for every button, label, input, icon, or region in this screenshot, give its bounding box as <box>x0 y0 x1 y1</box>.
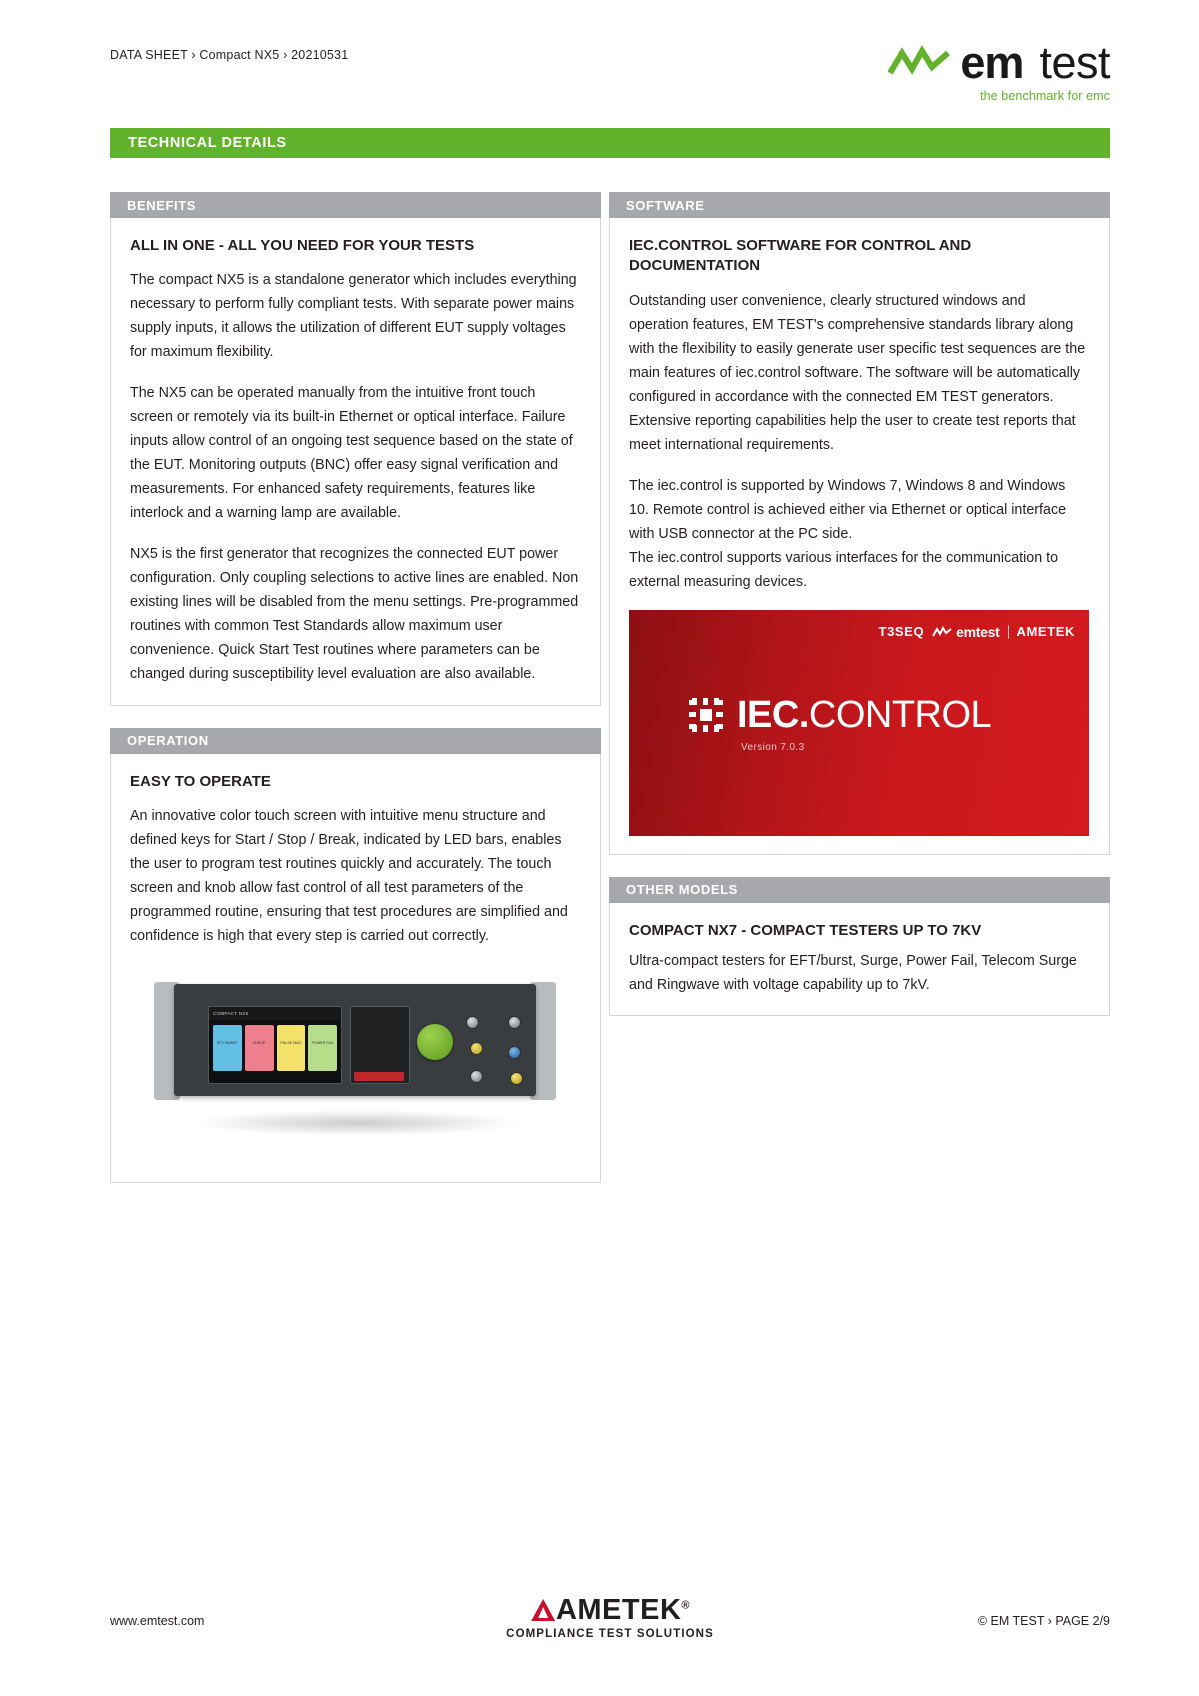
footer-page-info: © EM TEST › PAGE 2/9 <box>977 1614 1110 1628</box>
software-paragraph-2: The iec.control is supported by Windows 7, Windows 8 and Windows 10. Remote control is achieved either via Ethernet or optical interface with USB connector at the PC side. <box>629 477 1067 542</box>
chip-icon <box>689 698 723 732</box>
device-touch-screen <box>208 1006 342 1084</box>
device-chassis <box>174 984 536 1096</box>
software-title: IEC.CONTROL SOFTWARE FOR CONTROL AND DOCUMENTATION <box>629 237 972 275</box>
device-bnc-2 <box>508 1016 521 1029</box>
operation-panel-header: OPERATION <box>110 728 601 754</box>
device-screen-title: COMPACT NX5 <box>209 1007 341 1020</box>
other-models-panel-header: OTHER MODELS <box>609 877 1110 903</box>
compact-nx5-device-photo <box>152 974 558 1164</box>
logo-tagline: the benchmark for emc <box>980 89 1110 103</box>
iec-title-bold: IEC. <box>737 693 809 736</box>
emtest-brand-mini <box>932 624 999 640</box>
emtest-brand-text: emtest <box>956 623 1000 640</box>
device-bnc-5 <box>470 1070 483 1083</box>
device-bnc-1 <box>466 1016 479 1029</box>
device-screen-tiles <box>209 1020 341 1076</box>
benefits-title: ALL IN ONE - ALL YOU NEED FOR YOUR TESTS <box>130 237 475 254</box>
brand-divider <box>1008 625 1009 639</box>
software-paragraph-3: The iec.control supports various interfaces for the communication to external measuring devices. <box>629 549 1059 590</box>
device-rotary-knob <box>417 1024 453 1060</box>
device-tile-3: PULSE MAG <box>277 1025 306 1071</box>
ametek-wordmark <box>530 1596 690 1625</box>
iec-control-title <box>737 693 992 736</box>
software-paragraph-1: Outstanding user convenience, clearly structured windows and operation features, EM TEST's comprehensive standards library along with the flexibility to easily generate user specific test sequences are the main features of iec.control software. The software will be automatically configured in accordance with the connected EM TEST generators. Extensive reporting capabilities help the user to create test reports that meet international requirements. <box>629 292 1086 453</box>
left-column <box>110 192 601 1205</box>
other-models-title: COMPACT NX7 - COMPACT TESTERS UP TO 7KV <box>629 921 982 939</box>
iec-control-splash-image <box>629 610 1089 836</box>
ametek-name-text: AMETEK <box>555 1594 682 1626</box>
footer-website[interactable]: www.emtest.com <box>110 1614 205 1628</box>
device-emergency-strip <box>354 1072 404 1081</box>
ametek-brand-text: AMETEK <box>1016 624 1075 640</box>
other-models-panel-body <box>609 903 1110 1016</box>
iec-brand-row <box>879 624 1075 640</box>
document-header <box>110 37 1110 124</box>
teseq-brand-text: T3SEQ <box>878 624 925 640</box>
software-panel-header: SOFTWARE <box>609 192 1110 218</box>
software-panel <box>609 192 1110 855</box>
benefits-panel-body <box>110 218 601 706</box>
benefits-paragraph-2: The NX5 can be operated manually from the intuitive front touch screen or remotely via its built-in Ethernet or optical interface. Failure inputs allow control of an ongoing test sequence based on the state of the EUT. Monitoring outputs (BNC) offer easy signal verification and measurements. For enhanced safety requirements, features like interlock and a warning lamp are available. <box>130 385 573 522</box>
emtest-logo <box>800 37 1110 103</box>
iec-version-label: Version 7.0.3 <box>741 741 805 753</box>
benefits-panel-header: BENEFITS <box>110 192 601 218</box>
device-shadow <box>192 1110 522 1136</box>
breadcrumb: DATA SHEET › Compact NX5 › 20210531 <box>110 48 349 62</box>
device-tile-1: EFT/ BURST <box>213 1025 242 1071</box>
device-bnc-6 <box>510 1072 523 1085</box>
ametek-logo <box>506 1596 714 1640</box>
ametek-registered-mark: ® <box>681 1599 691 1612</box>
device-bnc-3 <box>470 1042 483 1055</box>
operation-title: EASY TO OPERATE <box>130 772 271 790</box>
right-column <box>609 192 1110 1038</box>
iec-control-logo <box>689 693 992 736</box>
operation-paragraph-1: An innovative color touch screen with intuitive menu structure and defined keys for Start / Stop / Break, indicated by LED bars, enables the user to program test routines quickly and accurately. The touch screen and knob allow fast control of all test parameters of the programmed routine, ensuring that test procedures are simplified and confidence is high that every step is carried out correctly. <box>130 807 568 944</box>
logo-test-text: test <box>1039 37 1110 88</box>
benefits-panel <box>110 192 601 706</box>
ametek-a-icon <box>530 1597 556 1623</box>
iec-title-light: CONTROL <box>808 693 992 736</box>
device-tile-4: POWER FAIL <box>308 1025 337 1071</box>
operation-panel <box>110 728 601 1183</box>
benefits-paragraph-3: NX5 is the first generator that recognizes the connected EUT power configuration. Only coupling selections to active lines are enabled. Non existing lines will be disabled from the menu settings. Pre-programmed routines with common Test Standards allow maximum user convenience. Quick Start Test routines where parameters can be changed during susceptibility level evaluation are also available. <box>130 546 579 683</box>
device-bnc-4 <box>508 1046 521 1059</box>
other-models-paragraph-1: Ultra-compact testers for EFT/burst, Surge, Power Fail, Telecom Surge and Ringwave with voltage capability up to 7kV. <box>629 952 1077 993</box>
other-models-panel <box>609 877 1110 1016</box>
software-panel-body <box>609 218 1110 855</box>
benefits-paragraph-1: The compact NX5 is a standalone generator which includes everything necessary to perform fully compliant tests. With separate power mains supply inputs, it allows the utilization of different EUT supply voltages for maximum flexibility. <box>130 272 577 361</box>
section-title-bar: TECHNICAL DETAILS <box>110 128 1110 158</box>
ametek-subtitle: COMPLIANCE TEST SOLUTIONS <box>506 1628 714 1640</box>
device-tile-2: SURGE <box>245 1025 274 1071</box>
wave-icon <box>888 45 950 81</box>
operation-panel-body <box>110 754 601 1183</box>
logo-em-text: em <box>960 37 1024 88</box>
wave-icon-small <box>932 626 952 638</box>
document-footer <box>110 1594 1110 1644</box>
